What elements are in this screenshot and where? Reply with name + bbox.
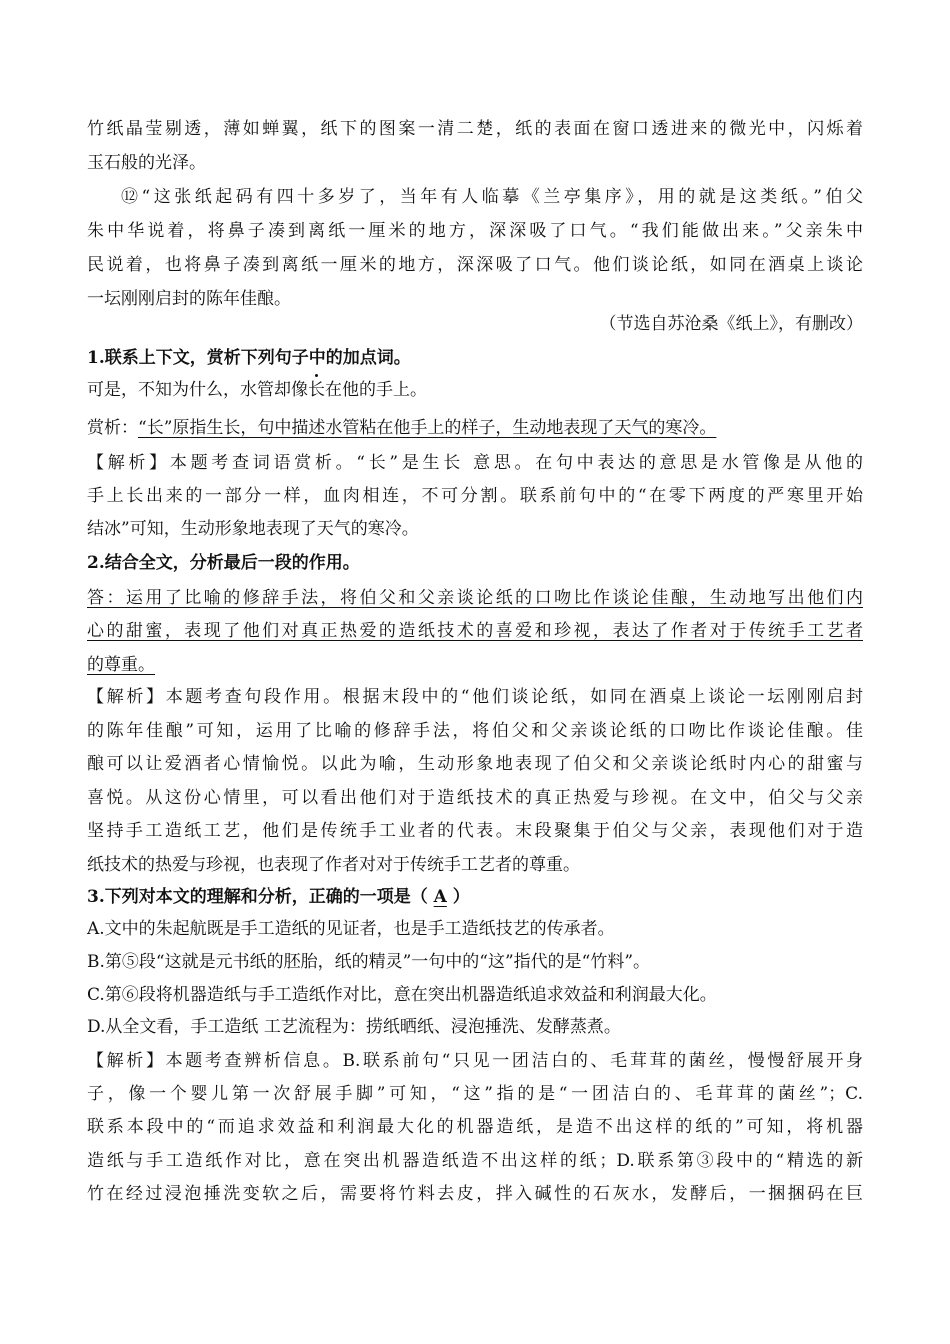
q1-title: 1.联系上下文，赏析下列句子中的加点词。 bbox=[87, 348, 411, 368]
passage-source: （节选自苏沧桑《纸上》，有删改） bbox=[599, 314, 863, 334]
q3-title bbox=[87, 886, 470, 908]
passage-line: 民说着，也将鼻子凑到离纸一厘米的地方，深深吸了口气。他们谈论纸，如同在酒桌上谈论 bbox=[87, 255, 863, 275]
q2-analysis-line: 酿可以让爱酒者心情愉悦。以此为喻，生动形象地表现了伯父和父亲谈论纸时内心的甜蜜与 bbox=[87, 754, 863, 774]
q2-analysis-line: 坚持手工造纸工艺，他们是传统手工业者的代表。末段聚集于伯父与父亲，表现他们对于造 bbox=[87, 821, 863, 841]
q3-option-b: B.第⑤段“这就是元书纸的胚胎，纸的精灵”一句中的“这”指代的是“竹料”。 bbox=[87, 952, 651, 972]
q2-analysis-line: 喜悦。从这份心情里，可以看出他们对于造纸技术的真正热爱与珍视。在文中，伯父与父亲 bbox=[87, 788, 863, 808]
passage-line: 一坛刚刚启封的陈年佳酿。 bbox=[87, 289, 291, 309]
q1-dotted-word: 长 bbox=[308, 380, 325, 400]
q3-option-c: C.第⑥段将机器造纸与手工造纸作对比，意在突出机器造纸追求效益和利润最大化。 bbox=[87, 985, 717, 1005]
q3-title-after: ） bbox=[446, 887, 470, 907]
q3-title-before: 3.下列对本文的理解和分析，正确的一项是（ bbox=[87, 887, 434, 907]
q1-analysis-line: 手上长出来的一部分一样，血肉相连，不可分割。联系前句中的“在零下两度的严寒里开始 bbox=[87, 486, 863, 506]
passage-line: 玉石般的光泽。 bbox=[87, 153, 206, 173]
q3-option-d: D.从全文看，手工造纸 工艺流程为：捞纸晒纸、浸泡捶洗、发酵蒸煮。 bbox=[87, 1017, 621, 1037]
q1-analysis-line: 结冰”可知，生动形象地表现了天气的寒冷。 bbox=[87, 519, 419, 539]
q2-answer-line: 心的甜蜜，表现了他们对真正热爱的造纸技术的喜爱和珍视，表达了作者对于传统手工艺者 bbox=[87, 621, 863, 641]
passage-line: 竹纸晶莹剔透，薄如蝉翼，纸下的图案一清二楚，纸的表面在窗口透进来的微光中，闪烁着 bbox=[87, 119, 863, 139]
q3-analysis-line: 子，像一个婴儿第一次舒展手脚”可知，“这”指的是“一团洁白的、毛茸茸的菌丝”；C. bbox=[87, 1084, 863, 1104]
q3-answer: A bbox=[433, 887, 447, 907]
q2-analysis-line: 【解析】本题考查句段作用。根据末段中的“他们谈论纸，如同在酒桌上谈论一坛刚刚启封 bbox=[87, 687, 863, 707]
q3-analysis-line: 竹在经过浸泡捶洗变软之后，需要将竹料去皮，拌入碱性的石灰水，发酵后，一捆捆码在巨 bbox=[87, 1184, 863, 1204]
q2-answer-line: 答：运用了比喻的修辞手法，将伯父和父亲谈论纸的口吻比作谈论佳酿，生动地写出他们内 bbox=[87, 588, 863, 608]
q1-sentence-before: 可是，不知为什么，水管却像 bbox=[87, 380, 308, 400]
q1-answer-label: 赏析： bbox=[87, 418, 138, 438]
q3-analysis-line: 造纸与手工造纸作对比，意在突出机器造纸造不出这样的纸；D.联系第③段中的“精选的新 bbox=[87, 1151, 863, 1171]
q2-analysis-line: 的陈年佳酿”可知，运用了比喻的修辞手法，将伯父和父亲谈论纸的口吻比作谈论佳酿。佳 bbox=[87, 721, 863, 741]
q2-answer-line: 的尊重。 bbox=[87, 655, 155, 675]
passage-line: 朱中华说着，将鼻子凑到离纸一厘米的地方，深深吸了口气。“我们能做出来。”父亲朱中 bbox=[87, 221, 863, 241]
q1-sentence bbox=[87, 379, 427, 401]
q2-title: 2.结合全文，分析最后一段的作用。 bbox=[87, 553, 360, 573]
q1-analysis-line: 【解析】本题考查词语赏析。“长”是生长 意思。在句中表达的意思是水管像是从他的 bbox=[87, 453, 863, 473]
q3-analysis-line: 【解析】本题考查辨析信息。B.联系前句“只见一团洁白的、毛茸茸的菌丝，慢慢舒展开身 bbox=[87, 1051, 863, 1071]
q3-option-a: A.文中的朱起航既是手工造纸的见证者，也是手工造纸技艺的传承者。 bbox=[87, 919, 615, 939]
q2-analysis-line: 纸技术的热爱与珍视，也表现了作者对对于传统手工艺者的尊重。 bbox=[87, 855, 580, 875]
q1-answer bbox=[87, 417, 716, 439]
q1-answer-text: “长”原指生长，句中描述水管粘在他手上的样子，生动地表现了天气的寒冷。 bbox=[138, 418, 717, 438]
q3-analysis-line: 联系本段中的“而追求效益和利润最大化的机器造纸，是造不出这样的纸的”可知，将机器 bbox=[87, 1117, 863, 1137]
passage-paragraph-12: ⑫“这张纸起码有四十多岁了，当年有人临摹《兰亭集序》，用的就是这类纸。”伯父 bbox=[121, 187, 863, 207]
q1-sentence-after: 在他的手上。 bbox=[325, 380, 427, 400]
